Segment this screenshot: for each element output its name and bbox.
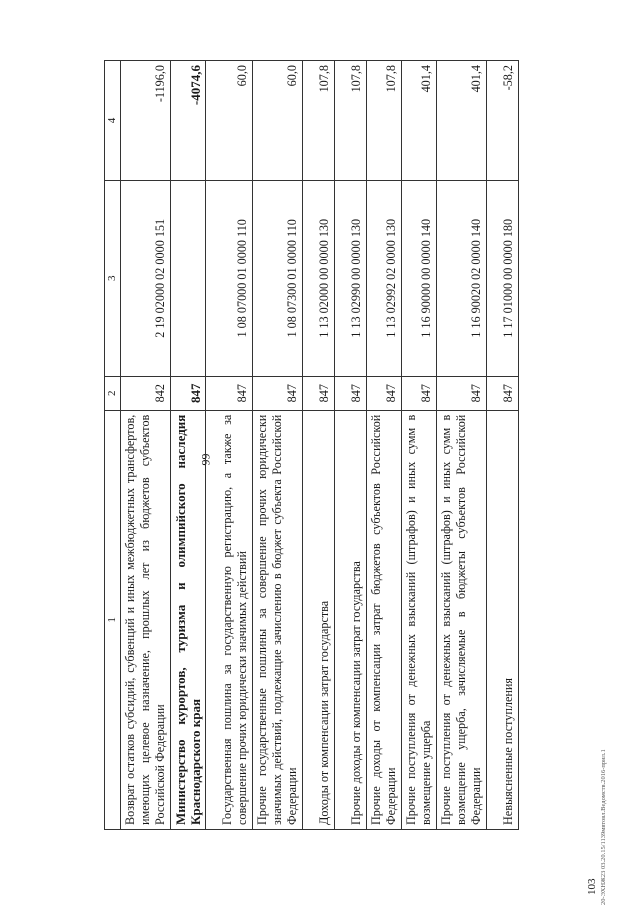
header-col-3: 3 bbox=[105, 180, 121, 376]
cell-amount: 107,8 bbox=[303, 61, 335, 181]
header-col-4: 4 bbox=[105, 61, 121, 181]
page-number: 99 bbox=[198, 453, 213, 466]
cell-code: 847 bbox=[206, 376, 253, 410]
cell-name: Возврат остатков субсидий, субвенций и иных межбюджетных трансфертов, имеющих целевое назначение, прошлых лет из бюджетов субъектов Российской Федерации bbox=[121, 410, 171, 829]
budget-table bbox=[104, 60, 519, 830]
cell-kbk: 2 19 02000 02 0000 151 bbox=[121, 180, 171, 376]
cell-kbk: 1 13 02990 00 0000 130 bbox=[335, 180, 367, 376]
cell-code: 847 bbox=[171, 376, 206, 410]
cell-name: Прочие доходы от компенсации затрат бюджетов субъектов Российской Федерации bbox=[367, 410, 402, 829]
cell-name: Прочие поступления от денежных взысканий (штрафов) и иных сумм в возмещение ущерба, зачисляемые в бюджеты субъектов Российской Федерации bbox=[437, 410, 487, 829]
cell-amount: -58,2 bbox=[487, 61, 519, 181]
cell-amount: -4074,6 bbox=[171, 61, 206, 181]
cell-amount: -1196,0 bbox=[121, 61, 171, 181]
cell-name: Прочие доходы от компенсации затрат государства bbox=[335, 410, 367, 829]
cell-code: 842 bbox=[121, 376, 171, 410]
table-row bbox=[121, 61, 171, 830]
table-row bbox=[206, 61, 253, 830]
corner-page-number: 103 bbox=[586, 878, 598, 895]
cell-amount: 401,4 bbox=[402, 61, 437, 181]
cell-name: Невыясненные поступления bbox=[487, 410, 519, 829]
header-col-2: 2 bbox=[105, 376, 121, 410]
cell-amount: 107,8 bbox=[367, 61, 402, 181]
cell-kbk: 1 13 02000 00 0000 130 bbox=[303, 180, 335, 376]
cell-amount: 60,0 bbox=[206, 61, 253, 181]
cell-kbk: 1 16 90000 00 0000 140 bbox=[402, 180, 437, 376]
cell-name: Прочие государственные пошлины за совершение прочих юридически значимых действий, подлежащие зачислению в бюджет субъекта Российской Федерации bbox=[253, 410, 303, 829]
table-row bbox=[253, 61, 303, 830]
footer-filename: 20-ЭХНЖ23 03.20.15/1139мвтовл.Ведомств.2016-прил.1 bbox=[600, 749, 607, 905]
budget-table-container bbox=[104, 60, 594, 830]
cell-kbk: 1 17 01000 00 0000 180 bbox=[487, 180, 519, 376]
header-col-1: 1 bbox=[105, 410, 121, 829]
cell-code: 847 bbox=[402, 376, 437, 410]
cell-amount: 107,8 bbox=[335, 61, 367, 181]
table-row bbox=[171, 61, 206, 830]
cell-kbk: 1 08 07300 01 0000 110 bbox=[253, 180, 303, 376]
cell-kbk: 1 08 07000 01 0000 110 bbox=[206, 180, 253, 376]
cell-name: Доходы от компенсации затрат государства bbox=[303, 410, 335, 829]
cell-code: 847 bbox=[303, 376, 335, 410]
cell-name: Государственная пошлина за государственную регистрацию, а также за совершение прочих юридически значимых действий bbox=[206, 410, 253, 829]
table-row bbox=[335, 61, 367, 830]
cell-name: Прочие поступления от денежных взысканий (штрафов) и иных сумм в возмещение ущерба bbox=[402, 410, 437, 829]
cell-code: 847 bbox=[335, 376, 367, 410]
table-row bbox=[367, 61, 402, 830]
cell-kbk: 1 13 02992 02 0000 130 bbox=[367, 180, 402, 376]
cell-amount: 60,0 bbox=[253, 61, 303, 181]
table-row bbox=[303, 61, 335, 830]
header-row bbox=[105, 61, 121, 830]
cell-code: 847 bbox=[487, 376, 519, 410]
cell-code: 847 bbox=[437, 376, 487, 410]
table-row bbox=[437, 61, 487, 830]
cell-name: Министерство курортов, туризма и олимпийского наследия Краснодарского края bbox=[171, 410, 206, 829]
cell-kbk bbox=[171, 180, 206, 376]
table-row bbox=[487, 61, 519, 830]
cell-code: 847 bbox=[253, 376, 303, 410]
cell-code: 847 bbox=[367, 376, 402, 410]
cell-amount: 401,4 bbox=[437, 61, 487, 181]
table-row bbox=[402, 61, 437, 830]
cell-kbk: 1 16 90020 02 0000 140 bbox=[437, 180, 487, 376]
